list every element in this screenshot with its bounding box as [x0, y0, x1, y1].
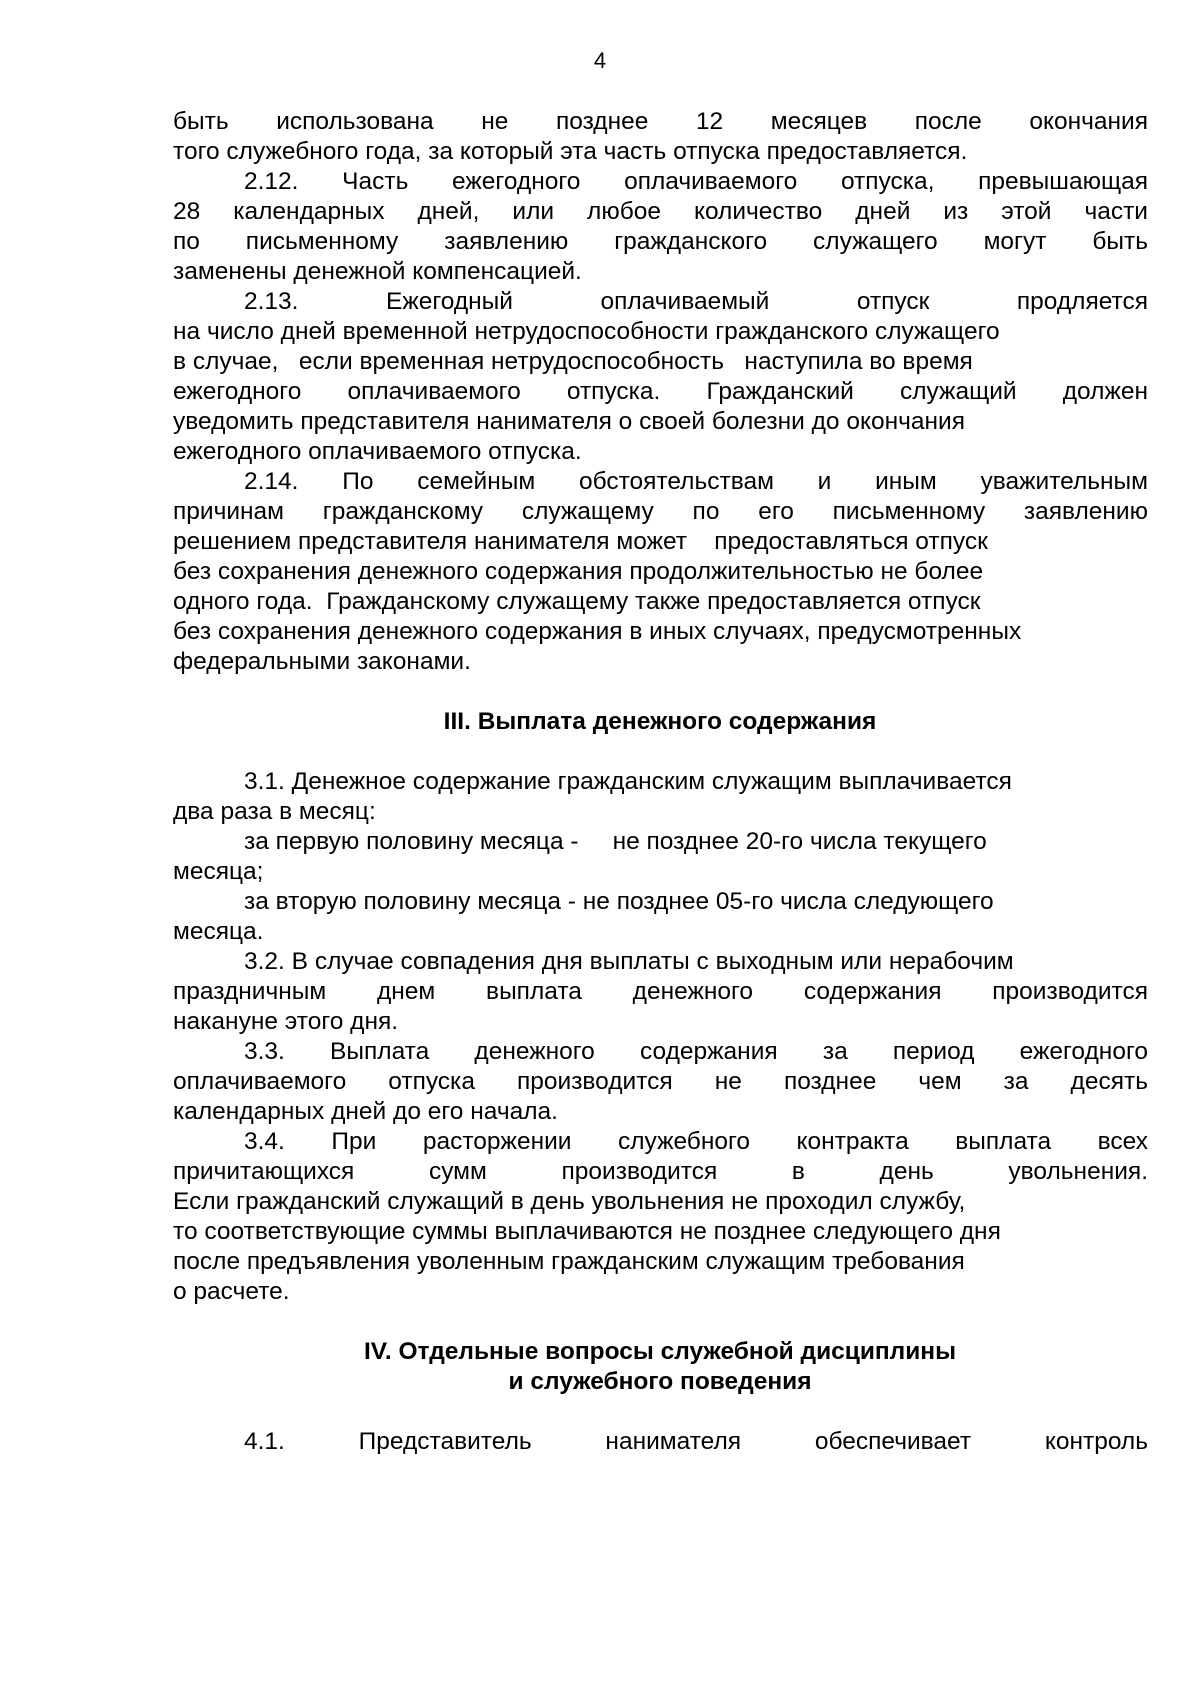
- page-number: 4: [593, 48, 607, 73]
- text-line: на число дней временной нетрудоспособности гражданского служащего: [173, 318, 1000, 345]
- text-line: праздничным днем выплата денежного содержания производится: [173, 978, 1148, 1005]
- text-line: без сохранения денежного содержания продолжительностью не более: [173, 558, 984, 585]
- text-line: Если гражданский служащий в день увольнения не проходил службу,: [173, 1188, 966, 1215]
- text-line: накануне этого дня.: [173, 1008, 399, 1035]
- text-line: месяца;: [173, 858, 264, 885]
- text-line: то соответствующие суммы выплачиваются не позднее следующего дня: [173, 1218, 1001, 1245]
- paragraph-first-line: за вторую половину месяца - не позднее 05-го числа следующего: [244, 888, 994, 915]
- text-line: после предъявления уволенным гражданским служащим требования: [173, 1248, 965, 1275]
- paragraph-first-line: 2.13. Ежегодный оплачиваемый отпуск продляется: [244, 288, 1148, 315]
- paragraph-first-line: 3.2. В случае совпадения дня выплаты с выходным или нерабочим: [244, 948, 1014, 975]
- text-line: заменены денежной компенсацией.: [173, 258, 582, 285]
- section-heading: III. Выплата денежного содержания: [443, 708, 877, 735]
- text-line: причинам гражданскому служащему по его письменному заявлению: [173, 498, 1148, 525]
- text-line: по письменному заявлению гражданского служащего могут быть: [173, 228, 1148, 255]
- paragraph-first-line: 3.4. При расторжении служебного контракта выплата всех: [244, 1128, 1148, 1155]
- text-line: ежегодного оплачиваемого отпуска.: [173, 438, 582, 465]
- paragraph-first-line: 4.1. Представитель нанимателя обеспечивает контроль: [244, 1428, 1148, 1455]
- paragraph-first-line: 3.3. Выплата денежного содержания за период ежегодного: [244, 1038, 1148, 1065]
- text-line: уведомить представителя нанимателя о своей болезни до окончания: [173, 408, 965, 435]
- paragraph-first-line: за первую половину месяца - не позднее 20-го числа текущего: [244, 828, 987, 855]
- text-line: без сохранения денежного содержания в иных случаях, предусмотренных: [173, 618, 1022, 645]
- text-line: федеральными законами.: [173, 648, 471, 675]
- text-line: одного года. Гражданскому служащему также предоставляется отпуск: [173, 588, 981, 615]
- section-heading: и служебного поведения: [508, 1368, 812, 1395]
- text-line: быть использована не позднее 12 месяцев после окончания: [173, 108, 1148, 135]
- text-line: календарных дней до его начала.: [173, 1098, 558, 1125]
- text-line: 28 календарных дней, или любое количество дней из этой части: [173, 198, 1148, 225]
- paragraph-first-line: 2.12. Часть ежегодного оплачиваемого отпуска, превышающая: [244, 168, 1148, 195]
- paragraph-first-line: 2.14. По семейным обстоятельствам и иным уважительным: [244, 468, 1148, 495]
- text-line: месяца.: [173, 918, 264, 945]
- text-line: о расчете.: [173, 1278, 290, 1305]
- text-line: причитающихся сумм производится в день увольнения.: [173, 1158, 1148, 1185]
- text-line: решением представителя нанимателя может предоставляться отпуск: [173, 528, 988, 555]
- text-line: в случае, если временная нетрудоспособность наступила во время: [173, 348, 973, 375]
- text-line: оплачиваемого отпуска производится не позднее чем за десять: [173, 1068, 1148, 1095]
- text-line: два раза в месяц:: [173, 798, 376, 825]
- paragraph-first-line: 3.1. Денежное содержание гражданским служащим выплачивается: [244, 768, 1012, 795]
- section-heading: IV. Отдельные вопросы служебной дисциплины: [363, 1338, 957, 1365]
- text-line: ежегодного оплачиваемого отпуска. Гражданский служащий должен: [173, 378, 1148, 405]
- text-line: того служебного года, за который эта часть отпуска предоставляется.: [173, 138, 968, 165]
